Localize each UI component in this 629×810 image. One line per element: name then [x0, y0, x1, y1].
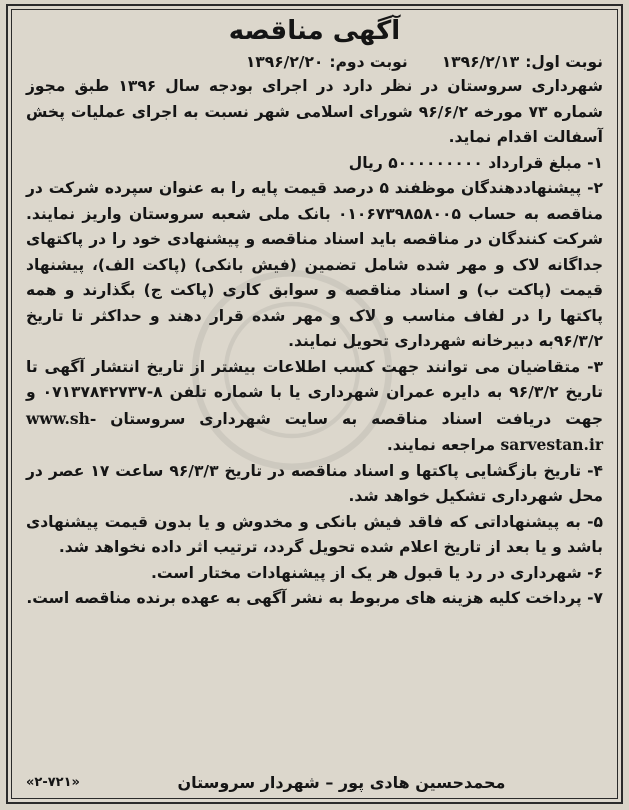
publication-turns — [26, 50, 603, 74]
notice-title: آگهی مناقصه — [228, 16, 401, 46]
notice-item-6: ۶- شهرداری در رد یا قبول هر یک از پیشنهادات مختار است. — [151, 563, 603, 582]
notice-item-3-tail: مراجعه نمایند. — [386, 436, 496, 454]
notice-footer — [26, 773, 603, 792]
notice-inner-border — [11, 9, 618, 799]
notice-intro: شهرداری سروستان در نظر دارد در اجرای بودجه سال ۱۳۹۶ طبق مجوز شماره ۷۳ مورخه ۹۶/۶/۲ شورای اسلامی شهر نسبت به اجرای عملیات پخش آسفالت اقدام نماید. — [26, 77, 603, 146]
first-turn — [442, 50, 603, 74]
second-turn-label: نوبت دوم: — [329, 53, 408, 71]
first-turn-label: نوبت اول: — [525, 53, 603, 71]
notice-item-7: ۷- پرداخت کلیه هزینه های مربوط به نشر آگهی به عهده برنده مناقصه است. — [26, 589, 603, 607]
notice-frame — [6, 4, 623, 804]
website-link[interactable]: www.sh-sarvestan.ir — [26, 408, 603, 454]
notice-content — [12, 10, 617, 612]
notice-item-2: ۲- پیشنهاددهندگان موظفند ۵ درصد قیمت پایه را به عنوان سپرده شرکت در مناقصه به حساب ۰۱۰۶۷۳۹۸۵۸۰۰۵ بانک ملی شعبه سروستان واریز نمایند. شرکت کنندگان در مناقصه باید اسناد مناقصه و پیشنهادی خود را در پاکتهای جداگانه لاک و مهر شده شامل تضمین (فیش بانکی) (پاکت الف)، پیشنهاد قیمت (پاکت ب) و اسناد مناقصه و سوابق کاری (پاکت ج) بگذارند و همه پاکتها را در لفاف مناسب و لاک و مهر شده قرار دهند و حداکثر تا تاریخ ۹۶/۳/۲به دبیرخانه شهرداری تحویل نمایند. — [26, 179, 603, 350]
second-turn-date: ۱۳۹۶/۲/۲۰ — [245, 53, 324, 71]
first-turn-date: ۱۳۹۶/۲/۱۳ — [441, 53, 520, 71]
signature: محمدحسین هادی پور – شهردار سروستان — [177, 773, 506, 792]
notice-item-4: ۴- تاریخ بازگشایی پاکتها و اسناد مناقصه در تاریخ ۹۶/۳/۳ ساعت ۱۷ عصر در محل شهرداری تشکیل خواهد شد. — [26, 461, 603, 505]
notice-item-3 — [26, 355, 603, 459]
notice-code: «۲-۷۲۱» — [26, 775, 80, 790]
notice-item-1: ۱- مبلغ قرارداد ۵۰۰۰۰۰۰۰۰۰ ریال — [348, 153, 603, 172]
notice-item-3-text: ۳- متقاضیان می توانند جهت کسب اطلاعات بیشتر از تاریخ انتشار آگهی تا تاریخ ۹۶/۳/۲ به دایره عمران شهرداری یا با شماره تلفن ۸-۰۷۱۳۷۸۴۲۷۳۷ و جهت دریافت اسناد مناقصه به سایت شهرداری سروستان — [26, 357, 604, 428]
second-turn — [246, 50, 408, 74]
notice-item-5: ۵- به پیشنهاداتی که فاقد فیش بانکی و مخدوش و یا بدون قیمت پیشنهادی باشد و یا بعد از تاریخ اعلام شده تحویل گردد، ترتیب اثر داده نخواهد شد. — [26, 512, 603, 556]
